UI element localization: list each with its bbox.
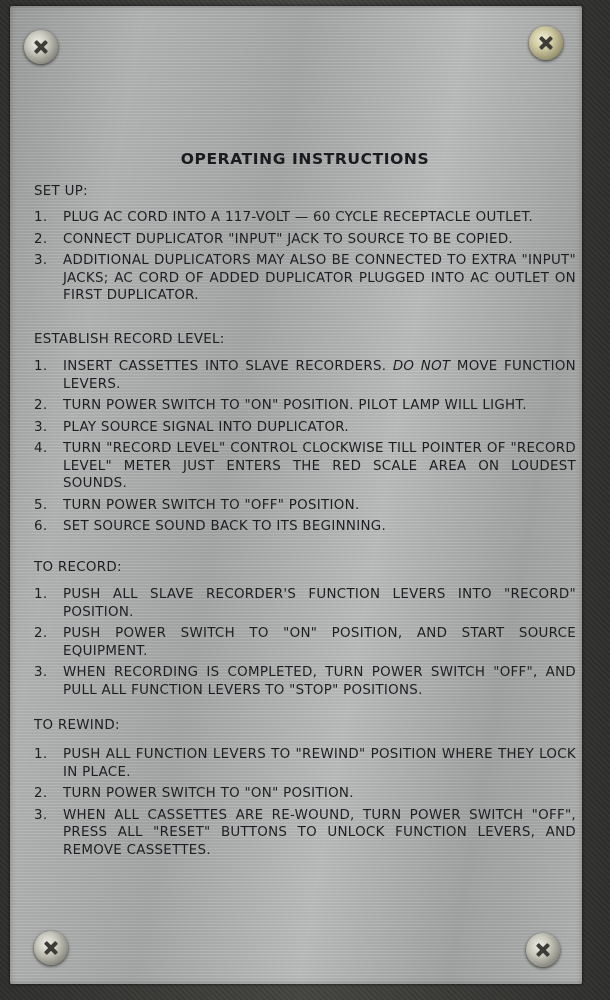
instruction-plate — [10, 6, 582, 984]
plate-title: OPERATING INSTRUCTIONS — [180, 150, 430, 168]
list-item: 6. SET SOURCE SOUND BACK TO ITS BEGINNING. — [34, 519, 387, 534]
list-item: 2. TURN POWER SWITCH TO "ON" POSITION. — [34, 786, 354, 801]
section-heading-setup: SET UP: — [34, 184, 88, 199]
list-item: 5. TURN POWER SWITCH TO "OFF" POSITION. — [34, 497, 360, 513]
screw-bottom-right-icon — [526, 933, 560, 967]
list-item: 2. TURN POWER SWITCH TO "ON" POSITION. PILOT LAMP WILL LIGHT. — [34, 398, 527, 413]
list-item: 3. WHEN RECORDING IS COMPLETED, TURN POWER SWITCH "OFF", AND PULL ALL FUNCTION LEVERS TO "STOP" POSITIONS. — [34, 665, 576, 698]
list-item: 3. PLAY SOURCE SIGNAL INTO DUPLICATOR. — [34, 419, 349, 435]
record-steps — [34, 586, 576, 703]
list-item: 2. CONNECT DUPLICATOR "INPUT" JACK TO SOURCE TO BE COPIED. — [34, 231, 513, 247]
section-heading-record-level: ESTABLISH RECORD LEVEL: — [34, 332, 225, 347]
screw-top-right-icon — [529, 26, 563, 60]
list-item: 1. PUSH ALL SLAVE RECORDER'S FUNCTION LEVERS INTO "RECORD" POSITION. — [34, 587, 576, 620]
screw-bottom-left-icon — [34, 931, 68, 965]
list-item: 1. PLUG AC CORD INTO A 117-VOLT — 60 CYCLE RECEPTACLE OUTLET. — [34, 210, 534, 225]
list-item: 3. ADDITIONAL DUPLICATORS MAY ALSO BE CONNECTED TO EXTRA "INPUT" JACKS; AC CORD OF ADDED DUPLICATOR PLUGGED INTO AC OUTLET ON FIRST DUPLICATOR. — [34, 253, 576, 303]
rewind-steps — [34, 746, 576, 863]
list-item: 1. INSERT CASSETTES INTO SLAVE RECORDERS. DO NOT MOVE FUNCTION LEVERS. — [34, 359, 577, 392]
record-level-steps — [34, 358, 576, 540]
list-item: 2. PUSH POWER SWITCH TO "ON" POSITION, AND START SOURCE EQUIPMENT. — [34, 626, 576, 659]
list-item: 4. TURN "RECORD LEVEL" CONTROL CLOCKWISE TILL POINTER OF "RECORD LEVEL" METER JUST ENTERS THE RED SCALE AREA ON LOUDEST SOUNDS. — [34, 441, 576, 491]
section-heading-rewind: TO REWIND: — [34, 718, 120, 733]
list-item: 3. WHEN ALL CASSETTES ARE RE-WOUND, TURN POWER SWITCH "OFF", PRESS ALL "RESET" BUTTONS TO UNLOCK FUNCTION LEVERS, AND REMOVE CASSETTES. — [34, 807, 576, 858]
section-heading-record: TO RECORD: — [34, 560, 122, 575]
setup-steps — [34, 209, 576, 309]
list-item: 1. PUSH ALL FUNCTION LEVERS TO "REWIND" POSITION WHERE THEY LOCK IN PLACE. — [34, 747, 576, 780]
screw-top-left-icon — [24, 30, 58, 64]
